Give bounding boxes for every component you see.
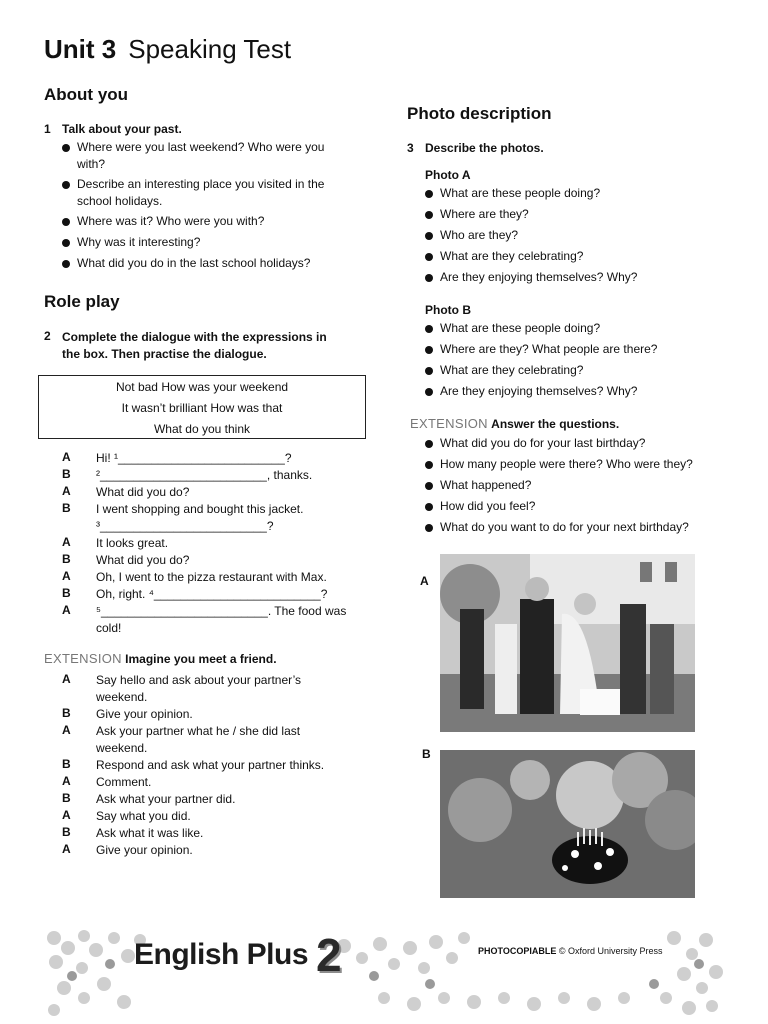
footer-banner — [44, 918, 724, 1018]
bullet-text: Where was it? Who were you with? — [77, 214, 265, 228]
q3-text: Describe the photos. — [425, 141, 544, 155]
bullet-text: What did you do for your last birthday? — [440, 436, 646, 450]
bullet-dot-icon — [425, 367, 433, 375]
q3-number: 3 — [407, 141, 414, 155]
dialogue-text: Say what you did. — [96, 809, 191, 823]
photo-extension — [410, 416, 619, 431]
bullet-text: What do you want to do for your next birthday? — [440, 520, 689, 534]
wedding-illustration — [440, 554, 695, 732]
photo-a-wedding-image — [440, 554, 695, 732]
box-line: What do you think — [153, 422, 251, 436]
bullet-dot-icon — [425, 232, 433, 240]
series-logo-text: English Plus — [134, 938, 309, 971]
bullet-text: What did you do in the last school holidays? — [77, 256, 311, 270]
speaker-label: B — [62, 791, 71, 805]
extension-instruction: Imagine you meet a friend. — [125, 652, 277, 666]
dialogue-text: Oh, right. ⁴_________________________? — [96, 587, 328, 601]
bullet-text: Are they enjoying themselves? Why? — [440, 270, 638, 284]
copyright-line — [478, 946, 663, 956]
q2-number: 2 — [44, 329, 51, 343]
page-title — [44, 34, 291, 65]
photo-b-label: Photo B — [425, 303, 471, 317]
speaker-label: A — [62, 672, 71, 686]
dialogue-text: What did you do? — [96, 485, 190, 499]
extension-tag: EXTENSION — [410, 416, 488, 431]
bullet-text: Where were you last weekend? Who were you with? — [77, 140, 325, 171]
speaker-label: B — [62, 757, 71, 771]
bullet-text: Why was it interesting? — [77, 235, 201, 249]
bullet-dot-icon — [425, 461, 433, 469]
roleplay-extension — [44, 651, 277, 666]
bullet-dot-icon — [62, 239, 70, 247]
bullet-dot-icon — [425, 211, 433, 219]
dialogue-text: Comment. — [96, 775, 152, 789]
dialogue-text: ⁵_________________________. The food was cold! — [96, 604, 347, 635]
copyright-text: © Oxford University Press — [558, 946, 663, 956]
dialogue-text: Hi! ¹_________________________? — [96, 451, 292, 465]
dialogue-text: Ask your partner what he / she did last weekend. — [96, 724, 301, 755]
bullet-dot-icon — [425, 190, 433, 198]
expressions-box — [38, 375, 366, 439]
photo-a-letter: A — [420, 574, 429, 588]
speaker-label: A — [62, 723, 71, 737]
box-line: Not bad How was your weekend — [115, 380, 289, 394]
series-logo-number: 2 — [316, 929, 342, 981]
bullet-text: What are they celebrating? — [440, 363, 584, 377]
dialogue-text: Respond and ask what your partner thinks. — [96, 758, 325, 772]
q2-text: Complete the dialogue with the expressions in the box. Then practise the dialogue. — [62, 330, 327, 361]
speaker-label: B — [62, 552, 71, 566]
speaker-label: A — [62, 774, 71, 788]
photo-a-label: Photo A — [425, 168, 471, 182]
bullet-dot-icon — [62, 260, 70, 268]
bullet-dot-icon — [425, 274, 433, 282]
photo-heading: Photo description — [407, 104, 552, 123]
bullet-text: How many people were there? Who were they? — [440, 457, 693, 471]
dialogue-text: I went shopping and bought this jacket. ³_________________________? — [96, 502, 304, 533]
q1-text: Talk about your past. — [62, 122, 182, 136]
bullet-text: How did you feel? — [440, 499, 536, 513]
q1-number: 1 — [44, 122, 51, 136]
bullet-dot-icon — [62, 181, 70, 189]
unit-label: Unit 3 — [44, 34, 117, 64]
bullet-text: Are they enjoying themselves? Why? — [440, 384, 638, 398]
dialogue-text: Oh, I went to the pizza restaurant with Max. — [96, 570, 327, 584]
box-line: It wasn’t brilliant How was that — [121, 401, 283, 415]
dialogue-text: What did you do? — [96, 553, 190, 567]
speaker-label: B — [62, 825, 71, 839]
bullet-dot-icon — [425, 503, 433, 511]
bullet-text: Where are they? — [440, 207, 529, 221]
bullet-text: What are these people doing? — [440, 321, 601, 335]
dialogue-text: Give your opinion. — [96, 707, 193, 721]
speaker-label: A — [62, 842, 71, 856]
photo-b-birthday-image — [440, 750, 695, 898]
roleplay-heading: Role play — [44, 292, 120, 311]
speaker-label: B — [62, 706, 71, 720]
speaker-label: B — [62, 467, 71, 481]
speaker-label: A — [62, 535, 71, 549]
bullet-dot-icon — [425, 440, 433, 448]
speaker-label: B — [62, 501, 71, 515]
speaker-label: A — [62, 603, 71, 617]
bullet-text: What are these people doing? — [440, 186, 601, 200]
bullet-text: Where are they? What people are there? — [440, 342, 658, 356]
speaker-label: B — [62, 586, 71, 600]
speaker-label: A — [62, 569, 71, 583]
photocopiable-label: PHOTOCOPIABLE — [478, 946, 557, 956]
bullet-dot-icon — [425, 482, 433, 490]
extension-instruction: Answer the questions. — [491, 417, 620, 431]
photo-b-letter: B — [422, 747, 431, 761]
bullet-dot-icon — [425, 325, 433, 333]
bullet-dot-icon — [425, 524, 433, 532]
dialogue-text: Ask what your partner did. — [96, 792, 236, 806]
about-heading: About you — [44, 85, 129, 104]
bullet-text: Who are they? — [440, 228, 519, 242]
bullet-dot-icon — [425, 253, 433, 261]
speaker-label: A — [62, 450, 71, 464]
extension-tag: EXTENSION — [44, 651, 122, 666]
bullet-dot-icon — [62, 144, 70, 152]
bullet-dot-icon — [425, 346, 433, 354]
dialogue-text: Ask what it was like. — [96, 826, 204, 840]
bullet-text: What happened? — [440, 478, 532, 492]
speaker-label: A — [62, 484, 71, 498]
birthday-illustration — [440, 750, 695, 898]
bullet-text: What are they celebrating? — [440, 249, 584, 263]
dialogue-text: Say hello and ask about your partner’s weekend. — [96, 673, 302, 704]
dialogue-text: It looks great. — [96, 536, 169, 550]
bullet-dot-icon — [425, 388, 433, 396]
speaker-label: A — [62, 808, 71, 822]
bullet-text: Describe an interesting place you visited in the school holidays. — [77, 177, 325, 208]
test-title: Speaking Test — [128, 34, 292, 64]
bullet-dot-icon — [62, 218, 70, 226]
dialogue-text: ²_________________________, thanks. — [96, 468, 313, 482]
dialogue-text: Give your opinion. — [96, 843, 193, 857]
